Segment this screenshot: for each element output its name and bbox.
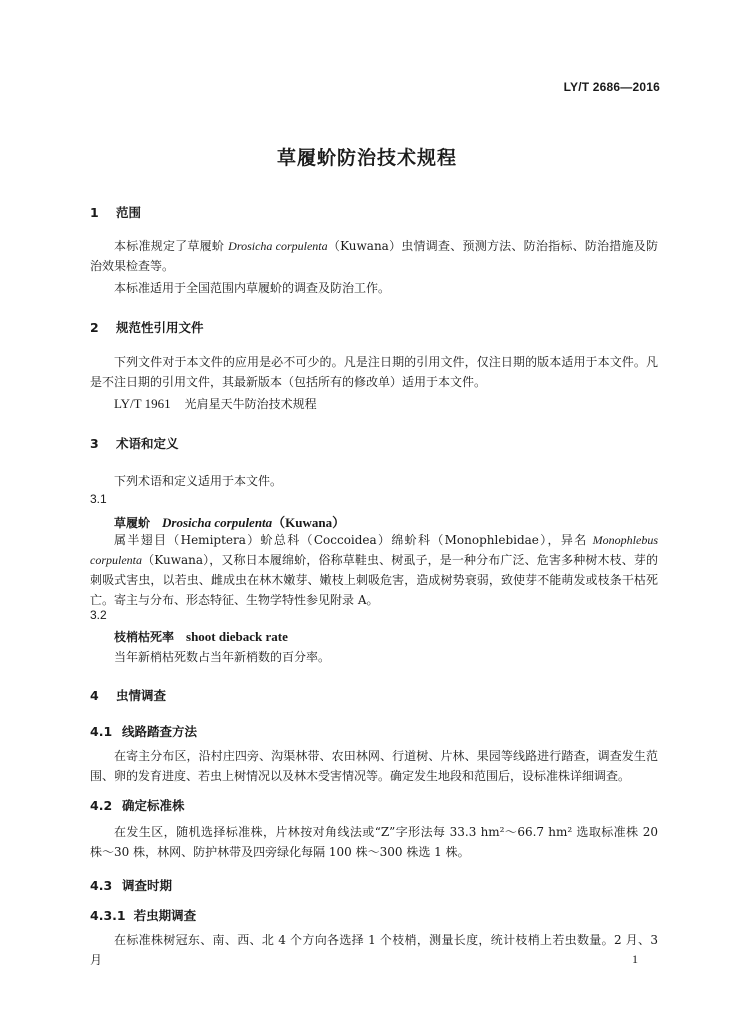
section-2-heading [90, 318, 204, 336]
section-4-3-1-heading [90, 906, 196, 924]
term-3-1-title [114, 512, 345, 531]
term-3-1-definition [90, 530, 658, 610]
term-chinese: 草履蚧 [114, 516, 151, 530]
text-run: （Kuwana）虫情调查、预测方法、防治指标、防治措施及防治效果检查等。 [90, 239, 658, 273]
section-2-paragraph-1: 下列文件对于本文件的应用是必不可少的。凡是注日期的引用文件，仅注日期的版本适用于本文件。凡是不注日期的引用文件，其最新版本（包括所有的修改单）适用于本文件。 [90, 355, 658, 389]
section-title: 虫情调查 [116, 688, 167, 703]
section-4-2-paragraph: 在发生区，随机选择标准株，片林按对角线法或“Z”字形法每 33.3 hm²～66.7 hm² 选取标准株 20 株～30 株，林网、防护林带及四旁绿化每隔 100 株～300 株选 1 株。 [90, 825, 658, 859]
section-number: 4.3.1 [90, 908, 126, 923]
term-3-2-number: 3.2 [90, 608, 107, 622]
page-number: 1 [632, 952, 638, 966]
section-title: 若虫期调查 [133, 908, 197, 923]
text-run: 本标准规定了草履蚧 [114, 239, 229, 253]
scientific-name: Drosicha corpulenta [228, 239, 328, 253]
term-3-2-definition: 当年新梢枯死数占当年新梢数的百分率。 [114, 650, 331, 664]
document-title: 草履蚧防治技术规程 [276, 147, 457, 169]
text-run: （Kuwana），又称日本履绵蚧，俗称草鞋虫、树虱子，是一种分布广泛、危害多种树木枝、芽的刺吸式害虫，以若虫、雌成虫在林木嫩芽、嫩枝上刺吸危害，造成树势衰弱，致使芽不能萌发或枝条干枯死亡。寄主与分布、形态特征、生物学特性参见附录 A。 [90, 553, 658, 607]
section-title: 术语和定义 [116, 436, 179, 451]
term-scientific: Drosicha corpulenta [162, 515, 273, 530]
reference-title: 光肩星天牛防治技术规程 [184, 397, 317, 411]
section-4-heading [90, 686, 166, 704]
section-4-3-1-paragraph: 在标准株树冠东、南、西、北 4 个方向各选择 1 个枝梢，测量长度，统计枝梢上若虫数量。2 月、3 月 [90, 933, 658, 967]
section-4-3-heading [90, 876, 172, 894]
section-1-paragraph-1 [90, 236, 658, 276]
section-number: 4.1 [90, 724, 113, 739]
term-3-1-number: 3.1 [90, 492, 107, 506]
section-3-heading [90, 434, 179, 452]
scientific-name: Monophlebus corpulenta [90, 533, 658, 567]
text-run: 属半翅目（Hemiptera）蚧总科（Coccoidea）绵蚧科（Monophlebidae），异名 [114, 533, 593, 547]
section-number: 4 [90, 688, 99, 703]
term-chinese: 枝梢枯死率 [114, 630, 175, 644]
section-number: 4.3 [90, 878, 113, 893]
section-number: 1 [90, 205, 99, 220]
term-3-2-title [114, 628, 288, 645]
term-author: （Kuwana） [272, 515, 346, 530]
section-title: 调查时期 [122, 878, 173, 893]
section-number: 2 [90, 320, 99, 335]
section-4-1-paragraph: 在寄主分布区，沿村庄四旁、沟渠林带、农田林网、行道树、片林、果园等线路进行踏查，调查发生范围、卵的发育进度、若虫上树情况以及林木受害情况等。确定发生地段和范围后，设标准株详细调查。 [90, 749, 658, 783]
standard-code: LY/T 2686—2016 [563, 80, 660, 94]
section-number: 4.2 [90, 798, 113, 813]
section-4-1-heading [90, 722, 197, 740]
section-1-heading [90, 203, 141, 221]
section-title: 规范性引用文件 [116, 320, 204, 335]
section-number: 3 [90, 436, 99, 451]
section-title: 确定标准株 [122, 798, 185, 813]
term-english: shoot dieback rate [186, 629, 288, 644]
normative-reference [114, 395, 317, 412]
reference-code: LY/T 1961 [114, 396, 171, 411]
section-1-paragraph-2: 本标准适用于全国范围内草履蚧的调查及防治工作。 [114, 281, 391, 295]
section-4-2-heading [90, 796, 185, 814]
section-title: 范围 [116, 205, 142, 220]
section-3-intro: 下列术语和定义适用于本文件。 [114, 474, 283, 488]
section-title: 线路踏查方法 [122, 724, 198, 739]
